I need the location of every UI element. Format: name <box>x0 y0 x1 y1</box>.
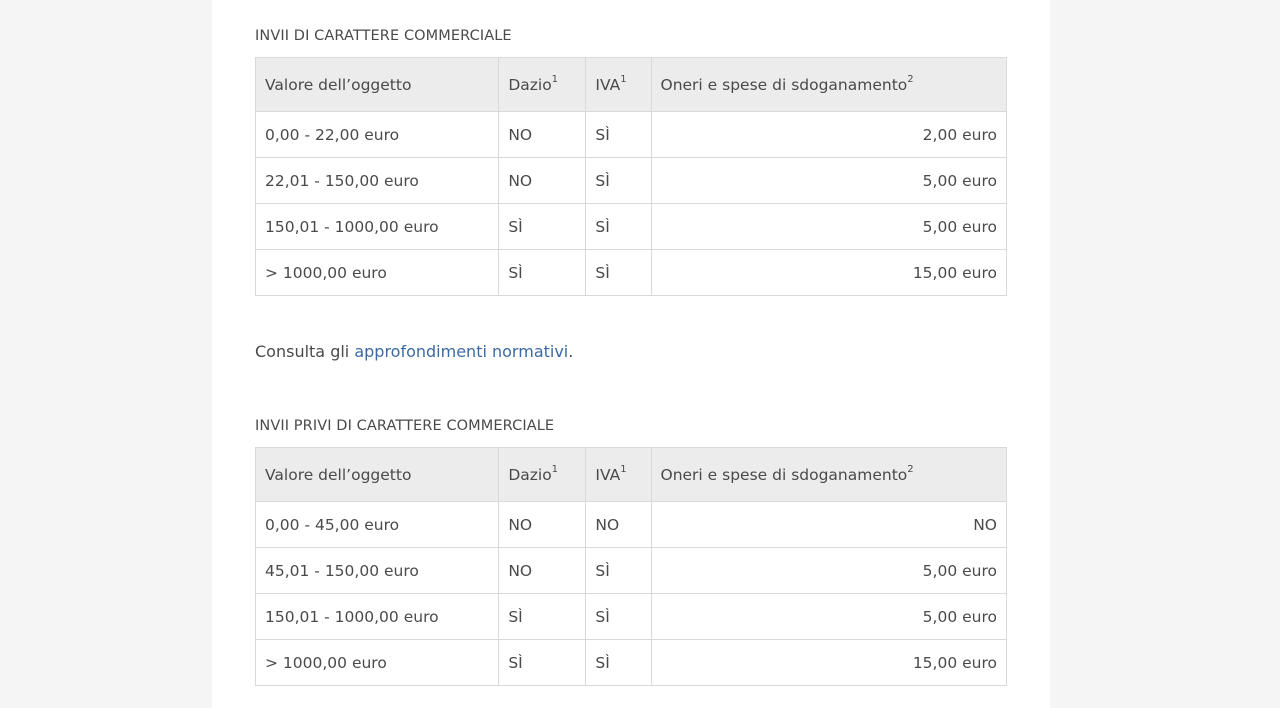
table-row <box>256 502 1007 548</box>
cell-value: 0,00 - 22,00 euro <box>256 112 499 158</box>
regulatory-details-link[interactable]: approfondimenti normativi <box>354 342 569 361</box>
cell-fees: 2,00 euro <box>651 112 1007 158</box>
cell-fees: 5,00 euro <box>651 158 1007 204</box>
table-row <box>256 594 1007 640</box>
footnote-marker: 2 <box>907 464 914 476</box>
cell-fees: NO <box>651 502 1007 548</box>
cell-vat: SÌ <box>586 548 651 594</box>
table-header-row <box>256 58 1007 112</box>
cell-duty: SÌ <box>499 250 586 296</box>
footnote-marker: 1 <box>620 74 627 86</box>
cell-vat: SÌ <box>586 594 651 640</box>
footnote-marker: 2 <box>907 74 914 86</box>
cell-value: 150,01 - 1000,00 euro <box>256 594 499 640</box>
table-row <box>256 158 1007 204</box>
cell-value: 150,01 - 1000,00 euro <box>256 204 499 250</box>
cell-vat: SÌ <box>586 204 651 250</box>
header-value: Valore dell’oggetto <box>256 58 499 112</box>
tariff-table-commercial <box>255 57 1007 296</box>
cell-vat: SÌ <box>586 158 651 204</box>
cell-vat: SÌ <box>586 640 651 686</box>
cell-duty: NO <box>499 502 586 548</box>
cell-fees: 5,00 euro <box>651 204 1007 250</box>
cell-duty: SÌ <box>499 204 586 250</box>
header-duty: Dazio$^1$ <box>499 58 586 112</box>
cell-fees: 15,00 euro <box>651 640 1007 686</box>
header-vat: IVA$^1$ <box>586 58 651 112</box>
cell-duty: SÌ <box>499 594 586 640</box>
header-duty: Dazio$^1$ <box>499 448 586 502</box>
table-header-row <box>256 448 1007 502</box>
cell-value: > 1000,00 euro <box>256 640 499 686</box>
cell-duty: NO <box>499 158 586 204</box>
cell-duty: NO <box>499 112 586 158</box>
footnote-marker: 1 <box>620 464 627 476</box>
content-page <box>212 0 1050 708</box>
cell-duty: SÌ <box>499 640 586 686</box>
header-fees: Oneri e spese di sdoganamento$^2$ <box>651 448 1007 502</box>
header-fees: Oneri e spese di sdoganamento$^2$ <box>651 58 1007 112</box>
footnote-marker: 1 <box>551 74 559 86</box>
cell-value: 0,00 - 45,00 euro <box>256 502 499 548</box>
cell-value: 22,01 - 150,00 euro <box>256 158 499 204</box>
table-row <box>256 112 1007 158</box>
tariff-table-non-commercial <box>255 447 1007 686</box>
cell-fees: 5,00 euro <box>651 548 1007 594</box>
section-title-non-commercial: INVII PRIVI DI CARATTERE COMMERCIALE <box>255 418 555 434</box>
header-value: Valore dell’oggetto <box>256 448 499 502</box>
consult-paragraph: Consulta gli approfondimenti normativi. <box>255 342 574 361</box>
cell-fees: 5,00 euro <box>651 594 1007 640</box>
header-vat: IVA$^1$ <box>586 448 651 502</box>
cell-vat: SÌ <box>586 112 651 158</box>
section-title-commercial: INVII DI CARATTERE COMMERCIALE <box>255 28 512 44</box>
table-row <box>256 250 1007 296</box>
cell-value: 45,01 - 150,00 euro <box>256 548 499 594</box>
footnote-marker: 1 <box>551 464 559 476</box>
table-row <box>256 548 1007 594</box>
cell-vat: NO <box>586 502 651 548</box>
cell-fees: 15,00 euro <box>651 250 1007 296</box>
table-row <box>256 204 1007 250</box>
cell-duty: NO <box>499 548 586 594</box>
table-row <box>256 640 1007 686</box>
cell-vat: SÌ <box>586 250 651 296</box>
cell-value: > 1000,00 euro <box>256 250 499 296</box>
